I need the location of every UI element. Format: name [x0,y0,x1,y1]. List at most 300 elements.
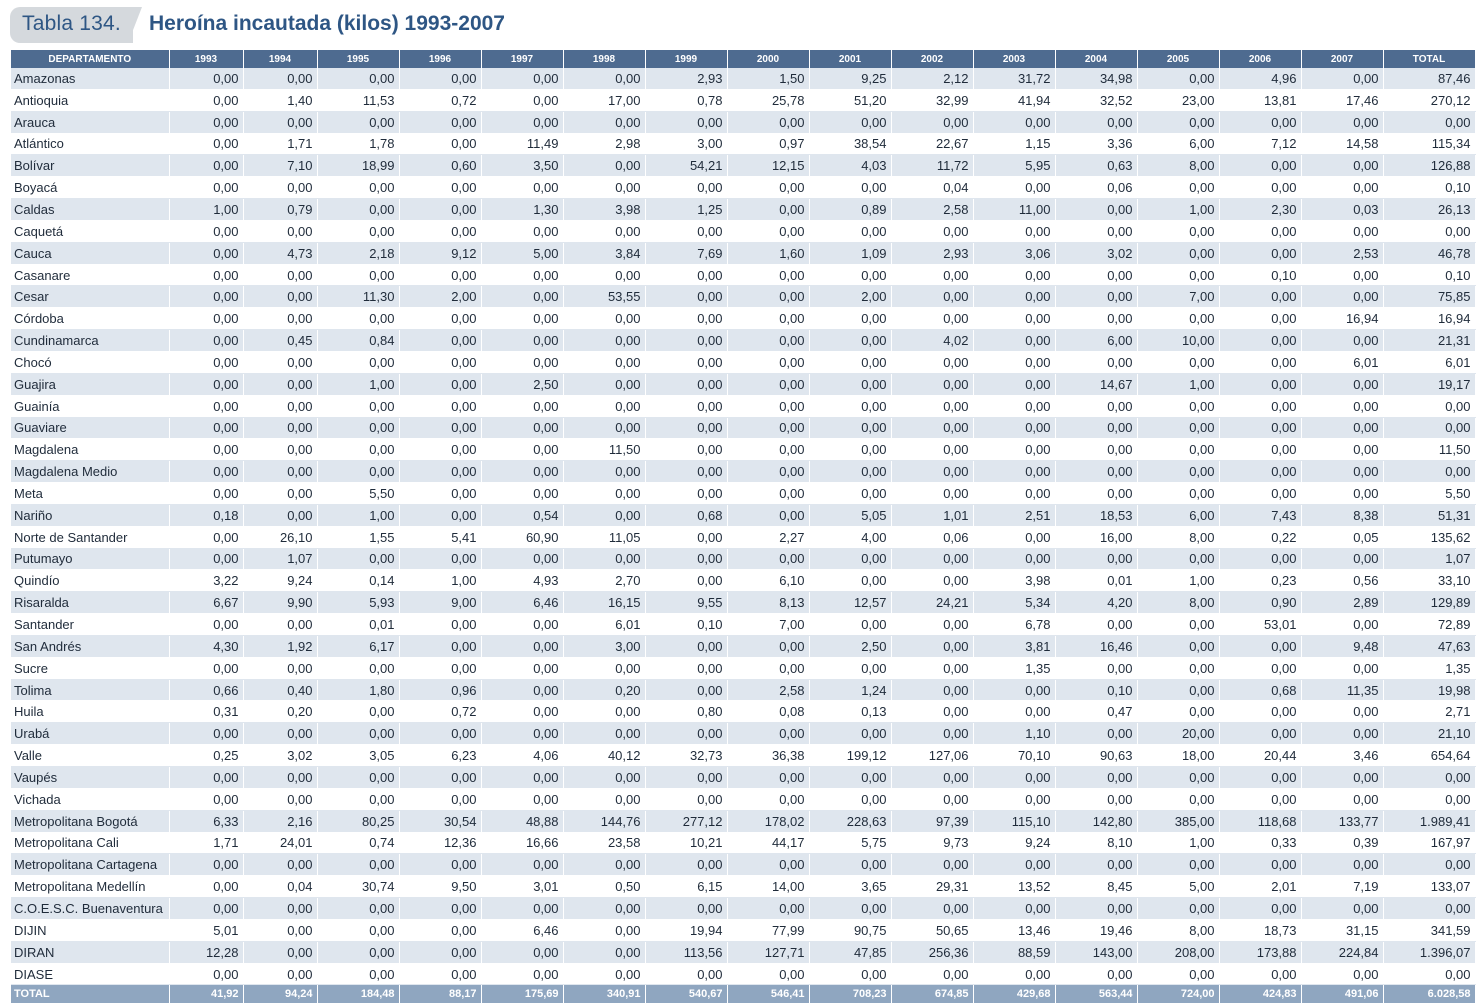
value-cell: 133,77 [1301,810,1383,832]
value-cell: 60,90 [481,526,563,548]
value-cell: 0,00 [399,199,481,221]
value-cell: 0,00 [563,220,645,242]
value-cell: 36,38 [727,745,809,767]
value-cell: 9,55 [645,592,727,614]
value-cell: 40,12 [563,745,645,767]
value-cell: 0,00 [243,351,317,373]
value-cell: 0,00 [891,439,973,461]
value-cell: 1,01 [891,504,973,526]
table-row [11,679,1475,701]
value-cell: 6,00 [1137,133,1219,155]
value-cell: 0,00 [563,723,645,745]
value-cell: 0,00 [169,526,243,548]
value-cell: 0,00 [891,963,973,985]
value-cell: 3,00 [645,133,727,155]
value-cell: 4,20 [1055,592,1137,614]
table-row [11,373,1475,395]
value-cell: 1,00 [1137,373,1219,395]
value-cell: 0,00 [1055,788,1137,810]
value-cell: 4,30 [169,635,243,657]
value-cell: 0,20 [243,701,317,723]
value-cell: 0,00 [1219,308,1301,330]
department-name-cell: Arauca [11,111,169,133]
value-cell: 0,00 [1383,898,1475,920]
value-cell: 0,00 [399,483,481,505]
value-cell: 16,66 [481,832,563,854]
value-cell: 0,08 [727,701,809,723]
total-value-cell: 540,67 [645,985,727,1004]
value-cell: 0,00 [1137,351,1219,373]
value-cell: 3,98 [563,199,645,221]
value-cell: 5,95 [973,155,1055,177]
value-cell: 0,00 [727,177,809,199]
value-cell: 0,00 [399,220,481,242]
value-cell: 0,00 [399,767,481,789]
value-cell: 0,00 [169,155,243,177]
value-cell: 0,00 [891,767,973,789]
value-cell: 13,52 [973,876,1055,898]
value-cell: 167,97 [1383,832,1475,854]
value-cell: 0,00 [481,330,563,352]
table-row [11,264,1475,286]
value-cell: 0,00 [727,351,809,373]
value-cell: 0,00 [243,504,317,526]
department-name-cell: Santander [11,614,169,636]
value-cell: 0,00 [1301,483,1383,505]
value-cell: 25,78 [727,89,809,111]
value-cell: 0,00 [1219,701,1301,723]
value-cell: 0,00 [169,854,243,876]
value-cell: 127,06 [891,745,973,767]
department-name-cell: Putumayo [11,548,169,570]
value-cell: 0,00 [317,919,399,941]
department-name-cell: Nariño [11,504,169,526]
value-cell: 23,58 [563,832,645,854]
value-cell: 0,45 [243,330,317,352]
value-cell: 0,00 [481,351,563,373]
value-cell: 1,10 [973,723,1055,745]
value-cell: 1,09 [809,242,891,264]
value-cell: 0,00 [973,286,1055,308]
value-cell: 0,00 [645,461,727,483]
value-cell: 0,00 [973,461,1055,483]
column-header-2003: 2003 [973,50,1055,68]
value-cell: 0,00 [563,483,645,505]
department-name-cell: Quindío [11,570,169,592]
value-cell: 4,96 [1219,68,1301,89]
value-cell: 0,00 [645,548,727,570]
value-cell: 0,00 [243,286,317,308]
value-cell: 0,97 [727,133,809,155]
value-cell: 12,15 [727,155,809,177]
value-cell: 21,10 [1383,723,1475,745]
value-cell: 0,00 [973,963,1055,985]
value-cell: 24,21 [891,592,973,614]
department-name-cell: DIASE [11,963,169,985]
column-header-2005: 2005 [1137,50,1219,68]
value-cell: 0,00 [809,788,891,810]
value-cell: 1,60 [727,242,809,264]
value-cell: 4,02 [891,330,973,352]
value-cell: 0,00 [891,417,973,439]
value-cell: 0,00 [317,461,399,483]
table-row [11,919,1475,941]
value-cell: 0,00 [169,963,243,985]
value-cell: 8,00 [1137,526,1219,548]
value-cell: 32,73 [645,745,727,767]
value-cell: 0,00 [809,483,891,505]
value-cell: 0,00 [169,351,243,373]
value-cell: 0,00 [645,330,727,352]
value-cell: 0,00 [727,854,809,876]
value-cell: 20,00 [1137,723,1219,745]
value-cell: 0,00 [891,788,973,810]
value-cell: 143,00 [1055,941,1137,963]
value-cell: 0,00 [809,963,891,985]
value-cell: 51,20 [809,89,891,111]
value-cell: 0,10 [1383,177,1475,199]
value-cell: 1,30 [481,199,563,221]
value-cell: 16,46 [1055,635,1137,657]
value-cell: 10,21 [645,832,727,854]
value-cell: 0,00 [169,395,243,417]
value-cell: 34,98 [1055,68,1137,89]
table-body [11,68,1475,985]
total-value-cell: 88,17 [399,985,481,1004]
value-cell: 0,00 [1055,439,1137,461]
value-cell: 0,00 [169,483,243,505]
value-cell: 0,00 [317,264,399,286]
department-name-cell: Magdalena [11,439,169,461]
value-cell: 0,00 [169,68,243,89]
value-cell: 0,00 [481,548,563,570]
value-cell: 0,00 [243,963,317,985]
value-cell: 0,40 [243,679,317,701]
value-cell: 0,00 [169,264,243,286]
value-cell: 0,00 [563,701,645,723]
value-cell: 0,00 [243,439,317,461]
value-cell: 0,00 [891,854,973,876]
value-cell: 0,00 [399,373,481,395]
value-cell: 0,00 [809,330,891,352]
value-cell: 80,25 [317,810,399,832]
value-cell: 0,00 [399,351,481,373]
value-cell: 0,00 [809,570,891,592]
value-cell: 0,00 [243,111,317,133]
value-cell: 7,43 [1219,504,1301,526]
value-cell: 0,00 [1055,657,1137,679]
value-cell: 0,00 [317,723,399,745]
value-cell: 0,00 [169,286,243,308]
value-cell: 47,85 [809,941,891,963]
value-cell: 1,07 [243,548,317,570]
total-value-cell: 674,85 [891,985,973,1004]
value-cell: 2,71 [1383,701,1475,723]
value-cell: 0,00 [243,264,317,286]
value-cell: 30,74 [317,876,399,898]
table-row [11,199,1475,221]
value-cell: 0,00 [973,220,1055,242]
value-cell: 14,67 [1055,373,1137,395]
value-cell: 0,00 [973,330,1055,352]
value-cell: 0,00 [169,898,243,920]
value-cell: 0,00 [1301,220,1383,242]
value-cell: 0,00 [317,941,399,963]
value-cell: 9,90 [243,592,317,614]
value-cell: 0,00 [1055,286,1137,308]
table-row [11,657,1475,679]
column-header-2000: 2000 [727,50,809,68]
value-cell: 3,98 [973,570,1055,592]
value-cell: 0,00 [317,788,399,810]
value-cell: 23,00 [1137,89,1219,111]
value-cell: 0,00 [1137,898,1219,920]
value-cell: 0,00 [399,177,481,199]
value-cell: 0,00 [243,395,317,417]
value-cell: 0,00 [1219,635,1301,657]
value-cell: 0,00 [243,483,317,505]
value-cell: 90,75 [809,919,891,941]
value-cell: 0,00 [1301,548,1383,570]
value-cell: 0,00 [1301,898,1383,920]
value-cell: 17,00 [563,89,645,111]
value-cell: 4,06 [481,745,563,767]
value-cell: 0,00 [1219,723,1301,745]
value-cell: 0,00 [1219,286,1301,308]
value-cell: 30,54 [399,810,481,832]
value-cell: 0,00 [727,373,809,395]
value-cell: 0,00 [727,963,809,985]
value-cell: 0,00 [169,177,243,199]
table-row [11,461,1475,483]
value-cell: 0,00 [1055,199,1137,221]
value-cell: 0,60 [399,155,481,177]
value-cell: 0,00 [317,963,399,985]
value-cell: 1,24 [809,679,891,701]
table-row [11,723,1475,745]
value-cell: 0,00 [1301,723,1383,745]
value-cell: 0,00 [563,941,645,963]
value-cell: 6,33 [169,810,243,832]
value-cell: 0,00 [481,767,563,789]
value-cell: 0,00 [1301,614,1383,636]
value-cell: 0,00 [645,679,727,701]
department-name-cell: Guainía [11,395,169,417]
value-cell: 6,10 [727,570,809,592]
value-cell: 17,46 [1301,89,1383,111]
value-cell: 0,00 [563,919,645,941]
value-cell: 0,00 [645,570,727,592]
value-cell: 44,17 [727,832,809,854]
table-row [11,941,1475,963]
value-cell: 6,15 [645,876,727,898]
value-cell: 0,00 [727,330,809,352]
value-cell: 1,35 [1383,657,1475,679]
value-cell: 33,10 [1383,570,1475,592]
value-cell: 129,89 [1383,592,1475,614]
department-name-cell: Chocó [11,351,169,373]
value-cell: 0,00 [563,504,645,526]
value-cell: 0,50 [563,876,645,898]
value-cell: 0,72 [399,89,481,111]
department-name-cell: Meta [11,483,169,505]
value-cell: 0,00 [1055,395,1137,417]
value-cell: 0,04 [891,177,973,199]
table-row [11,308,1475,330]
department-name-cell: Sucre [11,657,169,679]
value-cell: 0,00 [481,111,563,133]
value-cell: 0,00 [1219,483,1301,505]
value-cell: 654,64 [1383,745,1475,767]
value-cell: 0,00 [727,504,809,526]
value-cell: 11,50 [563,439,645,461]
value-cell: 0,00 [727,220,809,242]
value-cell: 0,00 [481,679,563,701]
value-cell: 3,01 [481,876,563,898]
value-cell: 5,75 [809,832,891,854]
value-cell: 0,00 [481,461,563,483]
value-cell: 3,02 [1055,242,1137,264]
value-cell: 0,00 [169,657,243,679]
value-cell: 0,00 [891,483,973,505]
value-cell: 0,00 [1055,767,1137,789]
value-cell: 2,98 [563,133,645,155]
value-cell: 7,00 [727,614,809,636]
total-value-cell: 184,48 [317,985,399,1004]
value-cell: 0,00 [727,286,809,308]
value-cell: 0,00 [645,220,727,242]
value-cell: 0,00 [169,373,243,395]
value-cell: 29,31 [891,876,973,898]
value-cell: 0,00 [973,308,1055,330]
department-name-cell: Metropolitana Medellín [11,876,169,898]
value-cell: 277,12 [645,810,727,832]
department-name-cell: DIJIN [11,919,169,941]
value-cell: 5,01 [169,919,243,941]
value-cell: 5,41 [399,526,481,548]
value-cell: 18,00 [1137,745,1219,767]
total-value-cell: 546,41 [727,985,809,1004]
value-cell: 11,00 [973,199,1055,221]
value-cell: 12,36 [399,832,481,854]
value-cell: 8,13 [727,592,809,614]
value-cell: 9,24 [973,832,1055,854]
value-cell: 0,00 [1301,439,1383,461]
value-cell: 4,73 [243,242,317,264]
heroin-seizures-table [11,50,1476,1004]
department-name-cell: Vaupés [11,767,169,789]
department-name-cell: San Andrés [11,635,169,657]
value-cell: 0,00 [317,701,399,723]
value-cell: 0,00 [645,657,727,679]
value-cell: 118,68 [1219,810,1301,832]
value-cell: 22,67 [891,133,973,155]
value-cell: 0,00 [891,548,973,570]
value-cell: 0,00 [399,898,481,920]
value-cell: 1,00 [1137,199,1219,221]
value-cell: 133,07 [1383,876,1475,898]
value-cell: 97,39 [891,810,973,832]
value-cell: 0,00 [727,635,809,657]
value-cell: 0,00 [563,898,645,920]
table-row [11,68,1475,89]
value-cell: 2,12 [891,68,973,89]
value-cell: 0,00 [563,395,645,417]
value-cell: 2,18 [317,242,399,264]
value-cell: 77,99 [727,919,809,941]
value-cell: 4,03 [809,155,891,177]
total-value-cell: 41,92 [169,985,243,1004]
value-cell: 0,00 [1383,963,1475,985]
value-cell: 1,78 [317,133,399,155]
value-cell: 0,00 [1219,220,1301,242]
department-name-cell: C.O.E.S.C. Buenaventura [11,898,169,920]
value-cell: 75,85 [1383,286,1475,308]
value-cell: 90,63 [1055,745,1137,767]
value-cell: 0,00 [169,133,243,155]
value-cell: 0,00 [317,548,399,570]
value-cell: 0,00 [317,767,399,789]
value-cell: 0,03 [1301,199,1383,221]
value-cell: 46,78 [1383,242,1475,264]
value-cell: 0,00 [1301,111,1383,133]
value-cell: 1,00 [1137,832,1219,854]
value-cell: 31,15 [1301,919,1383,941]
value-cell: 6,01 [1383,351,1475,373]
value-cell: 0,00 [891,657,973,679]
department-name-cell: DIRAN [11,941,169,963]
value-cell: 0,05 [1301,526,1383,548]
value-cell: 2,50 [481,373,563,395]
department-name-cell: Cundinamarca [11,330,169,352]
value-cell: 8,00 [1137,155,1219,177]
value-cell: 0,00 [1055,417,1137,439]
table-row [11,483,1475,505]
value-cell: 0,00 [1137,614,1219,636]
value-cell: 0,80 [645,701,727,723]
value-cell: 0,00 [1137,68,1219,89]
value-cell: 0,66 [169,679,243,701]
value-cell: 0,01 [317,614,399,636]
value-cell: 3,36 [1055,133,1137,155]
value-cell: 0,00 [1219,155,1301,177]
value-cell: 0,00 [1137,111,1219,133]
value-cell: 14,00 [727,876,809,898]
value-cell: 0,00 [973,701,1055,723]
value-cell: 0,00 [1219,242,1301,264]
value-cell: 0,00 [1137,548,1219,570]
value-cell: 0,00 [1301,395,1383,417]
value-cell: 1,15 [973,133,1055,155]
value-cell: 0,00 [645,417,727,439]
value-cell: 0,00 [481,723,563,745]
value-cell: 0,00 [481,220,563,242]
value-cell: 0,00 [481,614,563,636]
value-cell: 0,90 [1219,592,1301,614]
value-cell: 0,78 [645,89,727,111]
value-cell: 0,00 [399,614,481,636]
value-cell: 0,00 [1301,963,1383,985]
value-cell: 0,79 [243,199,317,221]
value-cell: 0,00 [1383,788,1475,810]
value-cell: 0,00 [317,177,399,199]
value-cell: 0,00 [563,308,645,330]
value-cell: 38,54 [809,133,891,155]
value-cell: 0,10 [645,614,727,636]
value-cell: 0,00 [973,526,1055,548]
total-value-cell: 491,06 [1301,985,1383,1004]
value-cell: 0,00 [1055,220,1137,242]
